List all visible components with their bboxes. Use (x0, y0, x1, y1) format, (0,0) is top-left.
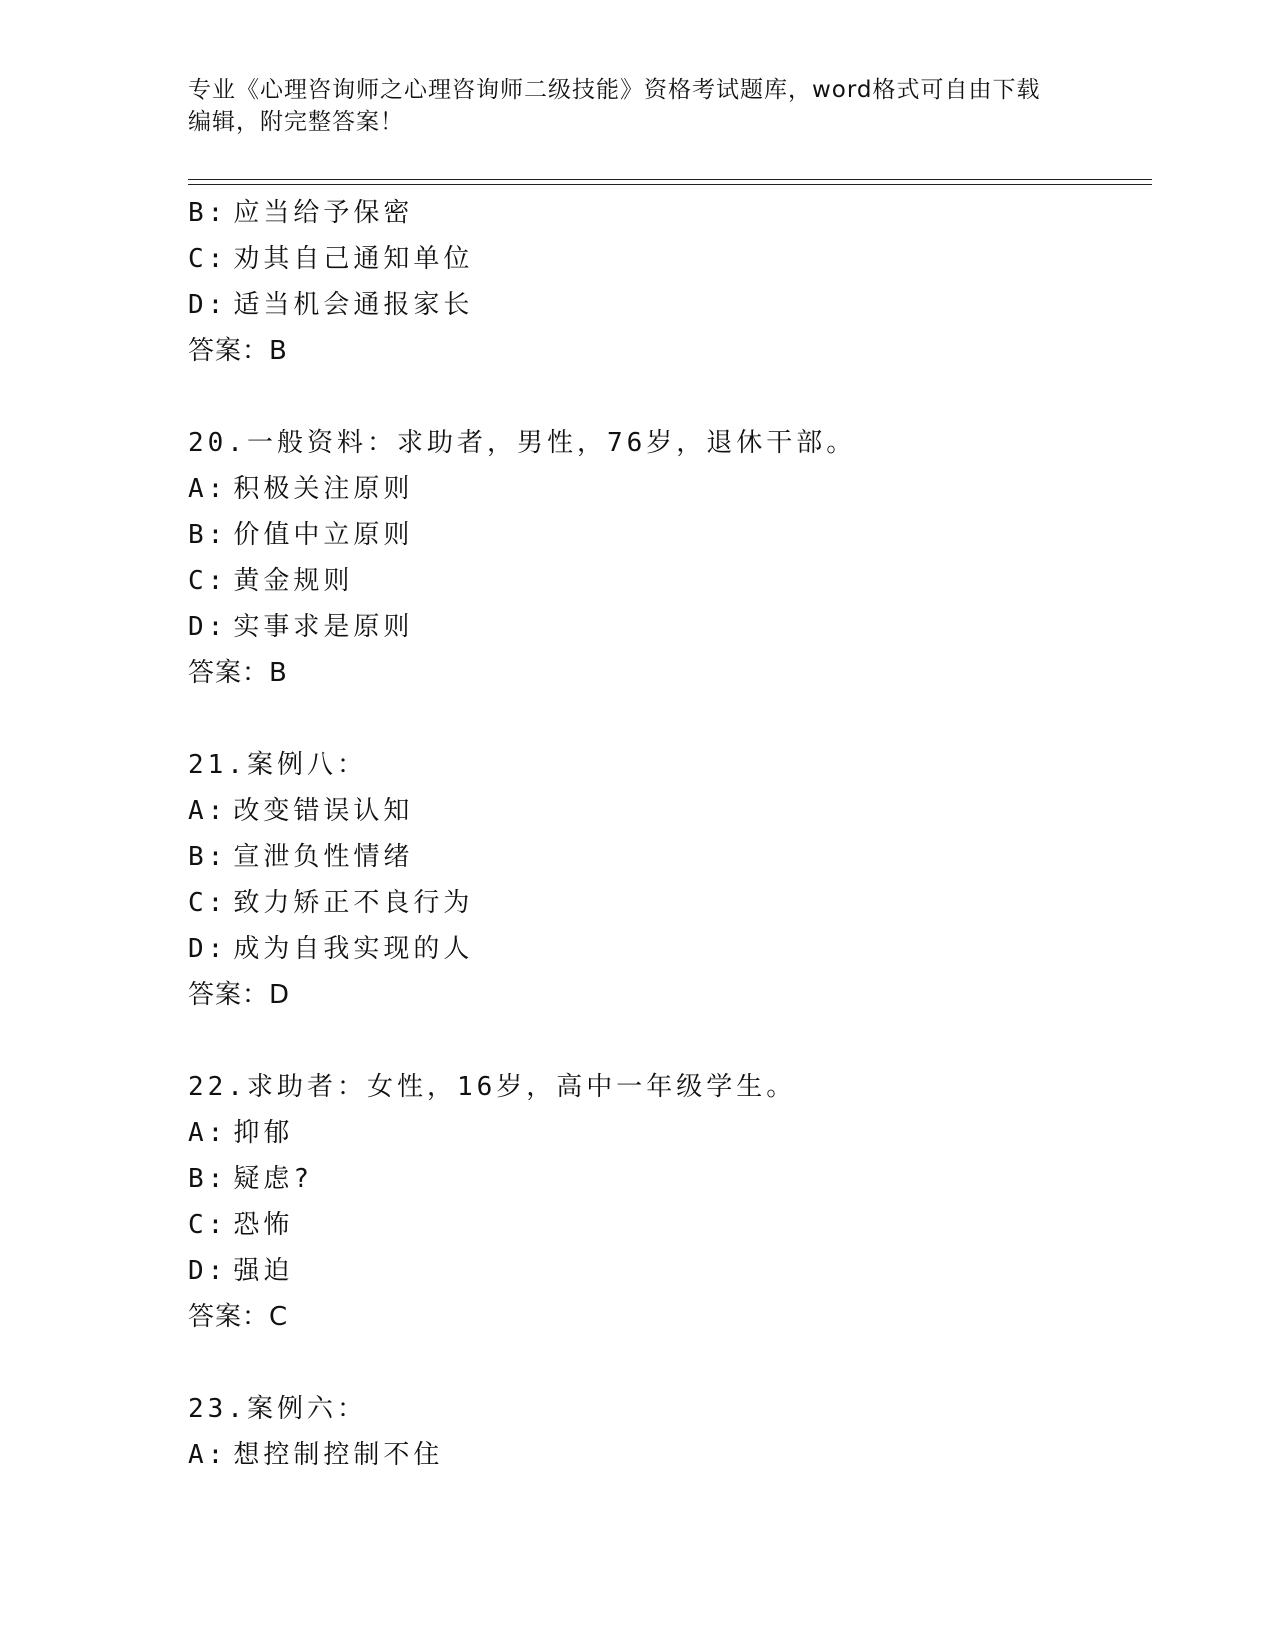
option-b: B: 应当给予保密 (188, 198, 414, 228)
option-d: D: 适当机会通报家长 (188, 290, 474, 320)
question-fragment (188, 190, 1152, 374)
question-stem: 21.案例八： (188, 750, 367, 780)
spacer (188, 696, 1152, 742)
option-d: D: 实事求是原则 (188, 612, 414, 642)
option-c: C: 致力矫正不良行为 (188, 888, 474, 918)
option-c: C: 劝其自己通知单位 (188, 244, 474, 274)
question-stem: 23.案例六： (188, 1394, 367, 1424)
spacer (188, 374, 1152, 420)
header-title-line-2: 编辑，附完整答案！ (188, 109, 404, 135)
spacer (188, 1340, 1152, 1386)
option-a: A: 想控制控制不住 (188, 1440, 444, 1470)
question-22 (188, 1064, 1152, 1340)
option-a: A: 抑郁 (188, 1118, 294, 1148)
answer: 答案：D (188, 980, 291, 1010)
answer: 答案：B (188, 658, 288, 688)
question-21 (188, 742, 1152, 1018)
answer: 答案：B (188, 336, 288, 366)
answer: 答案：C (188, 1302, 289, 1332)
question-list (188, 190, 1152, 1478)
spacer (188, 1018, 1152, 1064)
option-b: B: 宣泄负性情绪 (188, 842, 414, 872)
header-title-line-1: 专业《心理咨询师之心理咨询师二级技能》资格考试题库，word格式可自由下载 (188, 77, 1041, 103)
option-c: C: 黄金规则 (188, 566, 354, 596)
option-d: D: 成为自我实现的人 (188, 934, 474, 964)
option-b: B: 价值中立原则 (188, 520, 414, 550)
option-c: C: 恐怖 (188, 1210, 294, 1240)
option-d: D: 强迫 (188, 1256, 294, 1286)
question-20 (188, 420, 1152, 696)
option-a: A: 积极关注原则 (188, 474, 414, 504)
question-23 (188, 1386, 1152, 1478)
option-a: A: 改变错误认知 (188, 796, 414, 826)
question-stem: 22.求助者：女性，16岁，高中一年级学生。 (188, 1072, 797, 1102)
header-divider-bottom (188, 184, 1152, 185)
document-header (188, 74, 1068, 138)
header-divider-top (188, 179, 1152, 180)
option-b: B: 疑虑? (188, 1164, 313, 1194)
question-stem: 20.一般资料：求助者，男性，76岁，退休干部。 (188, 428, 857, 458)
